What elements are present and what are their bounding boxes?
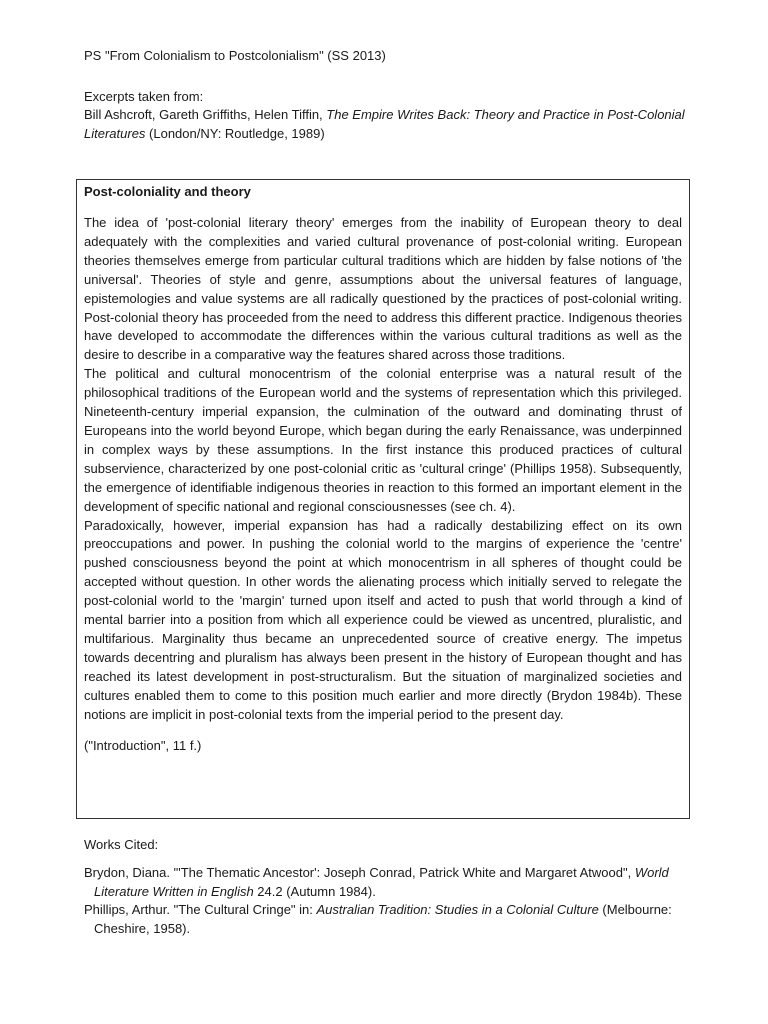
reference-brydon (84, 863, 692, 901)
reference-phillips (84, 900, 692, 938)
reference-phillips-book: Australian Tradition: Studies in a Colonial Culture (316, 902, 599, 917)
reference-brydon-prefix: Brydon, Diana. "'The Thematic Ancestor': Joseph Conrad, Patrick White and Margaret Atwood", (84, 865, 635, 880)
excerpt-box (76, 179, 690, 819)
citation-book-title: The Empire Writes Back: Theory and Practice in Post-Colonial Literatures (84, 107, 685, 141)
reference-phillips-prefix: Phillips, Arthur. "The Cultural Cringe" in: (84, 902, 317, 917)
reference-brydon-suffix: 24.2 (Autumn 1984). (253, 884, 376, 899)
excerpt-source: ("Introduction", 11 f.) (84, 738, 202, 754)
source-citation (84, 105, 692, 143)
reference-phillips-suffix: (Melbourne: Cheshire, 1958). (94, 902, 672, 936)
course-title: PS "From Colonialism to Postcolonialism" (SS 2013) (84, 48, 386, 63)
excerpts-label: Excerpts taken from: (84, 89, 204, 104)
reference-brydon-journal: World Literature Written in English (94, 865, 669, 899)
excerpt-paragraph-3: Paradoxically, however, imperial expansion has had a radically destabilizing effect on its own preoccupations and power. In pushing the colonial world to the margins of experience the 'centre' pushed consciousness beyond the point at which monocentrism in all spheres of thought could be accepted without question. In other words the alienating process which initially served to relegate the post-colonial world to the 'margin' turned upon itself and acted to push that world through a kind of mental barrier into a position from which all experience could be viewed as uncentred, pluralistic, and multifarious. Marginality thus became an unprecedented source of creative energy. The impetus towards decentring and pluralism has always been present in the history of European thought and has reached its latest development in post-structuralism. But the situation of marginalized societies and cultures enabled them to come to this position much earlier and more directly (Brydon 1984b). These notions are implicit in post-colonial texts from the imperial period to the present day. (84, 517, 682, 722)
excerpt-paragraph-2: The political and cultural monocentrism of the colonial enterprise was a natural result of the philosophical traditions of the European world and the systems of representation which this privileged. Nineteenth-century imperial expansion, the culmination of the outward and dominating thrust of Europeans into the world beyond Europe, which began during the early Renaissance, was underpinned in complex ways by these assumptions. In the first instance this produced practices of cultural subservience, characterized by one post-colonial critic as 'cultural cringe' (Phillips 1958). Subsequently, the emergence of identifiable indigenous theories in reaction to this formed an important element in the development of specific national and regional consciousnesses (see ch. 4). (84, 366, 682, 514)
excerpt-title: Post-coloniality and theory (84, 184, 251, 199)
works-cited-label: Works Cited: (84, 837, 159, 852)
citation-publisher: (London/NY: Routledge, 1989) (145, 126, 325, 141)
citation-authors: Bill Ashcroft, Gareth Griffiths, Helen Tiffin, (84, 107, 327, 122)
excerpt-paragraph-1: The idea of 'post-colonial literary theory' emerges from the inability of European theory to deal adequately with the complexities and varied cultural provenance of post-colonial writing. European theories themselves emerge from particular cultural traditions which are hidden by false notions of 'the universal'. Theories of style and genre, assumptions about the universal features of language, epistemologies and value systems are all radically questioned by the practices of post-colonial writing. Post-colonial theory has proceeded from the need to address this different practice. Indigenous theories have developed to accommodate the differences within the various cultural traditions as well as the desire to describe in a comparative way the features shared across those traditions. (84, 215, 682, 363)
